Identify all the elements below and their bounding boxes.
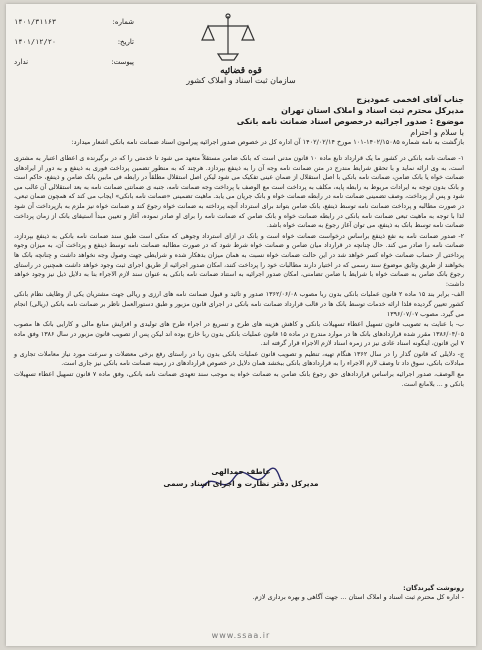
paragraph-jim: ج- دلایلی که قانون گذار را در سال ۱۳۶۲ هنگام تهیه، تنظیم و تصویب قانون عملیات بانکی بدون ربا در راستای رفع برخی معضلات و سرعت مورد نیاز معاملات تجاری و مبادلات بانکی، سوق داد تا وصف لازم الاجراء را به قراردادهای بانکی ببخشد همان دلایل در خصوص قراردادهای در زمینه ضمانت نامه بانکی نیز جاری است.: [14, 350, 465, 368]
cc-label: رونوشت گیرندگان:: [403, 584, 464, 592]
organization-header: [141, 66, 341, 85]
org-line2: سازمان ثبت اسناد و املاک کشور: [186, 76, 296, 85]
paragraph-1: ۱- ضمانت نامه بانکی در کشور ما یک قرارداد تابع ماده ۱۰ قانون مدنی است که بانک ضامن مستقلاً متعهد می شود تا خدمتی را که در برگیرنده ی اعطای اعتبار به مشتری است، به وی ارائه نماید و با تحقق شرایط مندرج در متن ضمانت نامه وجه آن را به ذینفع بپردازد. هرچند که به منظور تضمین پرداخت فوری به ذینفع و به دور از ایرادهای ضمانت خواه یا بانک ضامن، ضمانت نامه بانکی با اصل استقلال از ضمان عینی تفکیک می شود لیکن اصل استقلال مطلقاً در رابطه فی مابین بانک ضامن و ذینفع، حاکم است و بانک بدون توجه به ایرادات مربوط به رابطه پایه، مکلف به پرداخت است مع الوصف با پرداخت وجه ضمانت نامه، جنبه ی ضمانتی ضمانت نامه به بعد استقلالی آن غالب می شود و پس از پرداخت، وصف تضمینی ضمانت نامه در رابطه ضمانت خواه و بانک جریان می یابد. ماهیت تضمینی «ضمانت نامه بانکی» ایجاب می کند که همچون ضمان تبعی، در صورت مطالبه و پرداخت ضمانت نامه توسط ذینفع، بانک ضامن بتواند برای استرداد آنچه پرداخته به ضمانت خواه رجوع کند و ضمانت خواه نیز ملزم به بازپرداخت آن شود لذا با توجه به ماهیت تبعی ضمانت نامه بانکی در رابطه ضمانت خواه و بانک ضامن که ضمانت نامه را برای او صادر نموده، آغاز و تعیین مبدأ استیفای بانک از زمان پرداخت ضمانت نامه توسط بانک به ذینفع، می توان آغاز رجوع به ضمانت خواه باشد.: [14, 155, 464, 230]
number-label: شماره:: [112, 18, 134, 26]
org-line1: قوه قضائیه: [220, 66, 262, 76]
letter-body: [14, 154, 464, 390]
recipient-title: مدیرکل محترم ثبت اسناد و املاک استان تهران: [281, 106, 464, 115]
paragraph-conclusion: مع الوصف، صدور اجرائیه براساس قراردادهای حق رجوع بانک ضامن به ضمانت خواه به موجب سند تعهدی ضمانت نامه بانکی، وفق ماده ۷ قانون تسهیل اعطاء تسهیلات بانکی و ... بلامانع است.: [14, 371, 464, 388]
carbon-copy-block: [14, 584, 464, 602]
letter-heading: [14, 94, 464, 147]
signature-block: [156, 466, 326, 490]
meta-date-row: [14, 32, 134, 52]
footer-url: www.ssaa.ir: [211, 631, 271, 640]
meta-number-row: [14, 12, 134, 32]
paragraph-be: ب- با عنایت به تصویب قانون تسهیل اعطاء تسهیلات بانکی و کاهش هزینه های طرح و تسریع در اجراء طرح های تولیدی و افزایش منابع مالی و کارایی بانک ها مصوب ۱۳۸۶/۰۴/۰۵ مقرر شده قراردادهای بانک ها در موارد مندرج در ماده ۱۵ قانون عملیات بانکی بدون ربا خارج بوده اند لیکن پس از تصویب قانون مزبور در سال ۱۳۸۶ وفق ماده ۷ این قانون، اینگونه اسناد عادی نیز در زمره اسناد لازم الاجراء قرار گرفته اند.: [14, 321, 464, 348]
paragraph-alef: الف- برابر بند ۱۵ ماده ۲ قانون عملیات بانکی بدون ربا مصوب ۱۳۶۲/۰۶/۰۸ صدور و تائید و قبول ضمانت نامه های ارزی و ریالی جهت مشتریان یکی از وظایف نظام بانکی کشور تعیین گردیده فلذا ارائه خدمات توسط بانک ها در قالب قرارداد ضمانت نامه بانکی در اجرای قانون مزبور و طبق دستورالعمل ناظر بر ضمانت نامه بانکی (ریالی) انجام می گیرد. مصوب ۱۳۹۶/۰۷/۰۷: [14, 291, 464, 318]
recipient: جناب آقای افخمی عمودیزج: [356, 95, 464, 104]
attach-value: ندارد: [14, 58, 29, 66]
letter-meta: [14, 12, 134, 72]
cc-item: - اداره کل محترم ثبت اسناد و املاک استان ... جهت آگاهی و بهره برداری لازم.: [252, 593, 464, 601]
greeting: با سلام و احترام: [410, 128, 464, 137]
meta-attach-row: [14, 52, 134, 72]
intro-paragraph: بازگشت به نامه شماره ۱۴۰۲/۱۵۰۸۵-۱۰۱ مورخ ۱۴۰۲/۰۲/۱۴ آن اداره کل در خصوص صدور اجرائیه پیرامون اسناد ضمانت نامه بانکی اشعار میدارد:: [71, 138, 464, 146]
attach-label: پیوست:: [111, 58, 134, 66]
paragraph-2: ۲- صدور ضمانت نامه به نفع ذینفع براساس درخواست ضمانت خواه است و بانک در ازای استرداد وجوهی که متکی است طبق سند ضمانت نامه بانکی به ذینفع بپردازد، ضمانت نامه را صادر می کند. حال چنانچه در قرارداد میان ضامن و ضمانت خواه شرط شود که در صورت مطالبه ضمانت نامه توسط ذینفع و پرداخت آن، به میزان وجوه پرداختی از حساب ضمانت خواه کسر خواهد شد در این حالت ضمانت خواه نسبت به همان میزان بدهکار شده و شرایطی جهت وصول وجه نخواهد داشت و چنانچه بانک ها بخواهند از طریق وثایق موضوع سند رسمی که در اختیار دارند مطالبات خود را پرداخت کنند، امکان صدور اجرائیه از طریق اجرای ثبت وجود خواهد داشت همچنین در راستای رجوع بانک ضامن به ضمانت خواه با شرایط با ضامن تضامنی، امکان صدور اجرائیه به استناد ضمانت نامه بانکی به عنوان سند لازم الاجراء بنا به دلایل ذیل نیز وجود خواهد داشت:: [14, 232, 464, 288]
judiciary-emblem-icon: [196, 10, 260, 66]
signer-title: مدیرکل دفتر نظارت و اجرای اسناد رسمی: [163, 479, 319, 488]
subject-line: موضوع : صدور اجرائیه درخصوص اسناد ضمانت نامه بانکی: [236, 117, 464, 126]
signer-name: عاطف حمدالهی: [211, 467, 271, 476]
letter-page: [6, 4, 476, 646]
date-value: ۱۴۰۱/۱۲/۲۰: [14, 38, 57, 46]
number-value: ۱۴۰۱/۳۱۱۶۳: [14, 18, 57, 26]
date-label: تاریخ:: [117, 38, 134, 46]
